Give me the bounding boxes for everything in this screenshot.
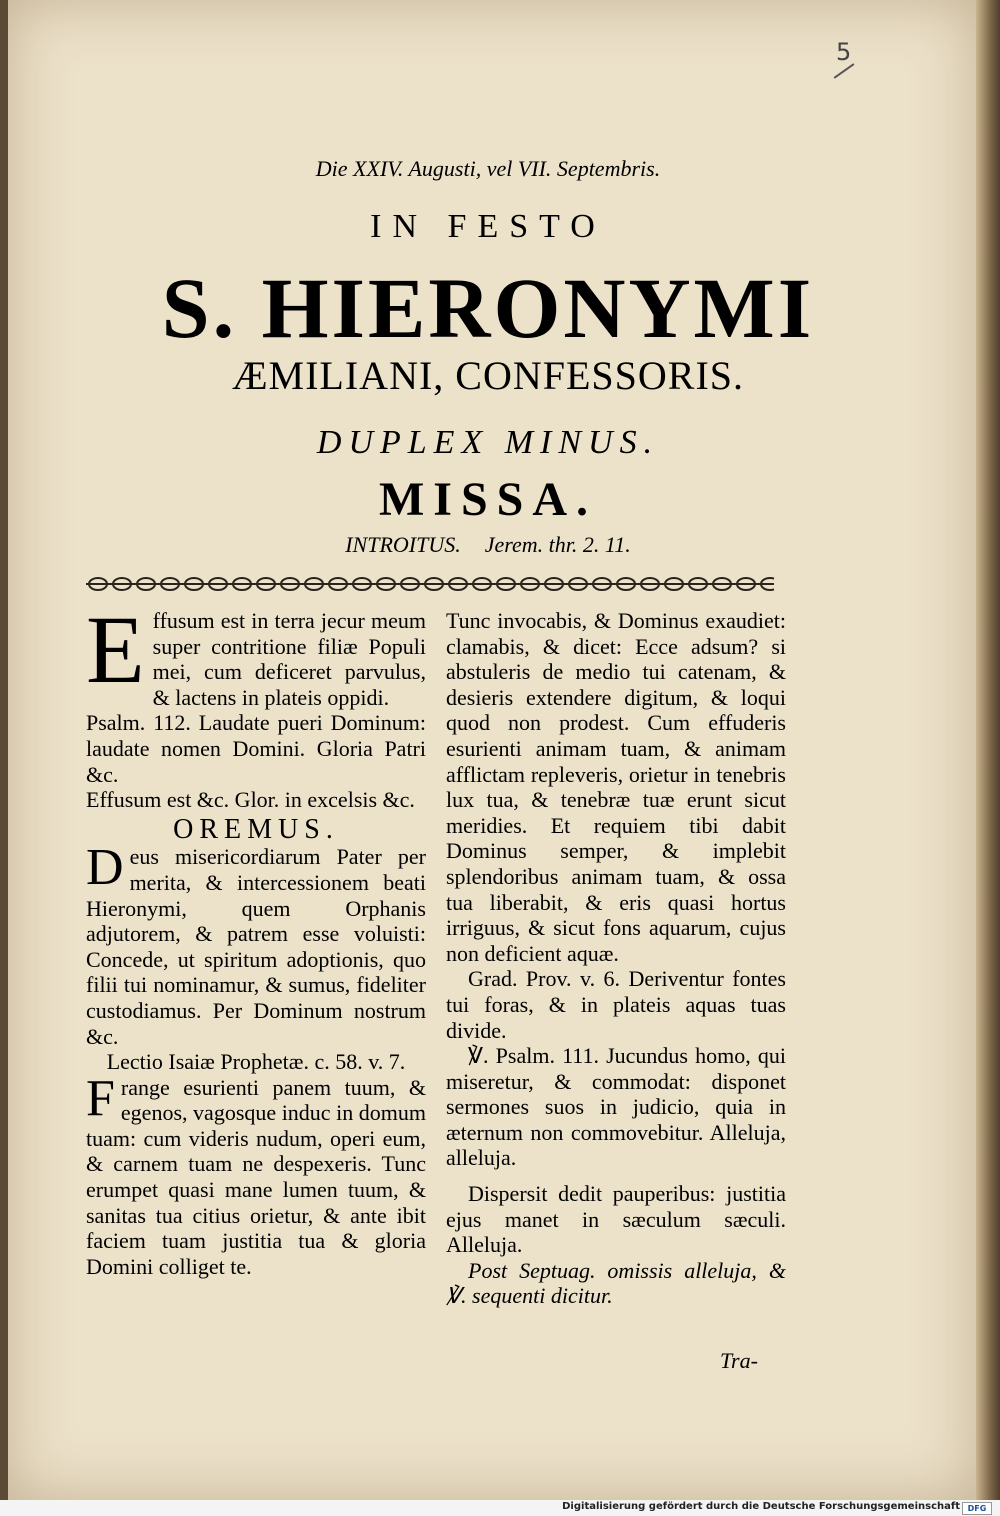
right-column: [446, 608, 786, 1309]
catchword: Tra-: [720, 1348, 758, 1373]
oremus-heading: OREMUS.: [173, 813, 339, 845]
rubric-note: Post Septuag. omissis alleluja, & ℣. sequenti dicitur.: [446, 1257, 786, 1309]
left-column: [86, 596, 426, 1279]
introit-paragraph: Effusum est in terra jecur meum super contritione filiæ Populi mei, cum deficeret parvulus, & lactens in plateis oppidi.: [86, 596, 426, 710]
versicle-paragraph: ℣. Psalm. 111. Jucundus homo, qui miseretur, & commodat: disponet sermones suos in judicio, quia in æternum non commovebitur. Alleluja, alleluja.: [446, 1043, 786, 1171]
drop-cap-f: F: [86, 1069, 115, 1127]
saint-subtitle: ÆMILIANI, CONFESSORIS.: [231, 353, 745, 398]
page-edge: [976, 0, 1000, 1500]
saint-name-heading: S. HIERONYMI: [161, 260, 815, 356]
introit-repeat: Effusum est &c. Glor. in excelsis &c.: [86, 787, 415, 813]
introitus-line: [0, 532, 976, 558]
lectio-continuation: Tunc invocabis, & Dominus exaudiet: clamabis, & dicet: Ecce adsum? si abstuleris de medio tui catenam, & desieris extendere digitum, & loqui quod non prodest. Cum effuderis esurienti animam tuam, & animam afflictam repleveris, orietur in tenebris lux tua, & tenebræ tuæ erunt sicut meridies. Et requiem tibi dabit Dominus semper, & implebit splendoribus animam tuam, & ossa tua liberabit, & eris quasi hortus irriguus, & sicut fons aquarum, cujus non deficient aquæ.: [446, 608, 786, 966]
collect-paragraph: Deus misericordiarum Pater per merita, & intercessionem beati Hieronymi, quem Orphanis adjutorem, & patrem esse voluisti: Concede, ut spiritum adoptionis, quo filii tui nominamur, & sumus, fideliter custodiamus. Per Dominum nostrum &c.: [86, 839, 426, 1049]
alleluia-verse: Dispersit dedit pauperibus: justitia ejus manet in sæculum sæculi. Alleluja.: [446, 1181, 786, 1258]
psalm-verse: Psalm. 112. Laudate pueri Dominum: laudate nomen Domini. Gloria Patri &c.: [86, 710, 426, 787]
introitus-label: INTROITUS.: [345, 532, 461, 557]
gradual-paragraph: Grad. Prov. v. 6. Deriventur fontes tui foras, & in plateis aquas tuas divide.: [446, 966, 786, 1043]
lectio-paragraph: Frange esurienti panem tuum, & egenos, vagosque induc in domum tuam: cum videris nudum, operi eum, & carnem tuam ne despexeris. Tunc erumpet quasi mane lumen tuum, & sanitas tua citius orietur, & ante ibit faciem tuam justitia tua & gloria Domini colliget te.: [86, 1069, 426, 1279]
in-festo-heading: IN FESTO: [370, 208, 606, 245]
missa-heading: MISSA.: [378, 473, 598, 526]
drop-cap-e: E: [86, 596, 145, 703]
page-number: 5: [836, 38, 852, 66]
footer-credit: Digitalisierung gefördert durch die Deutsche Forschungsgemeinschaft: [562, 1501, 960, 1512]
ornamental-border: [86, 574, 774, 594]
feast-date: Die XXIV. Augusti, vel VII. Septembris.: [315, 156, 661, 181]
feast-rank: DUPLEX MINUS.: [316, 424, 660, 461]
drop-cap-d: D: [86, 839, 124, 897]
dfg-logo: DFG: [962, 1502, 992, 1515]
introitus-reference: Jerem. thr. 2. 11.: [484, 532, 631, 557]
lectio-heading: Lectio Isaiæ Prophetæ. c. 58. v. 7.: [106, 1049, 406, 1075]
